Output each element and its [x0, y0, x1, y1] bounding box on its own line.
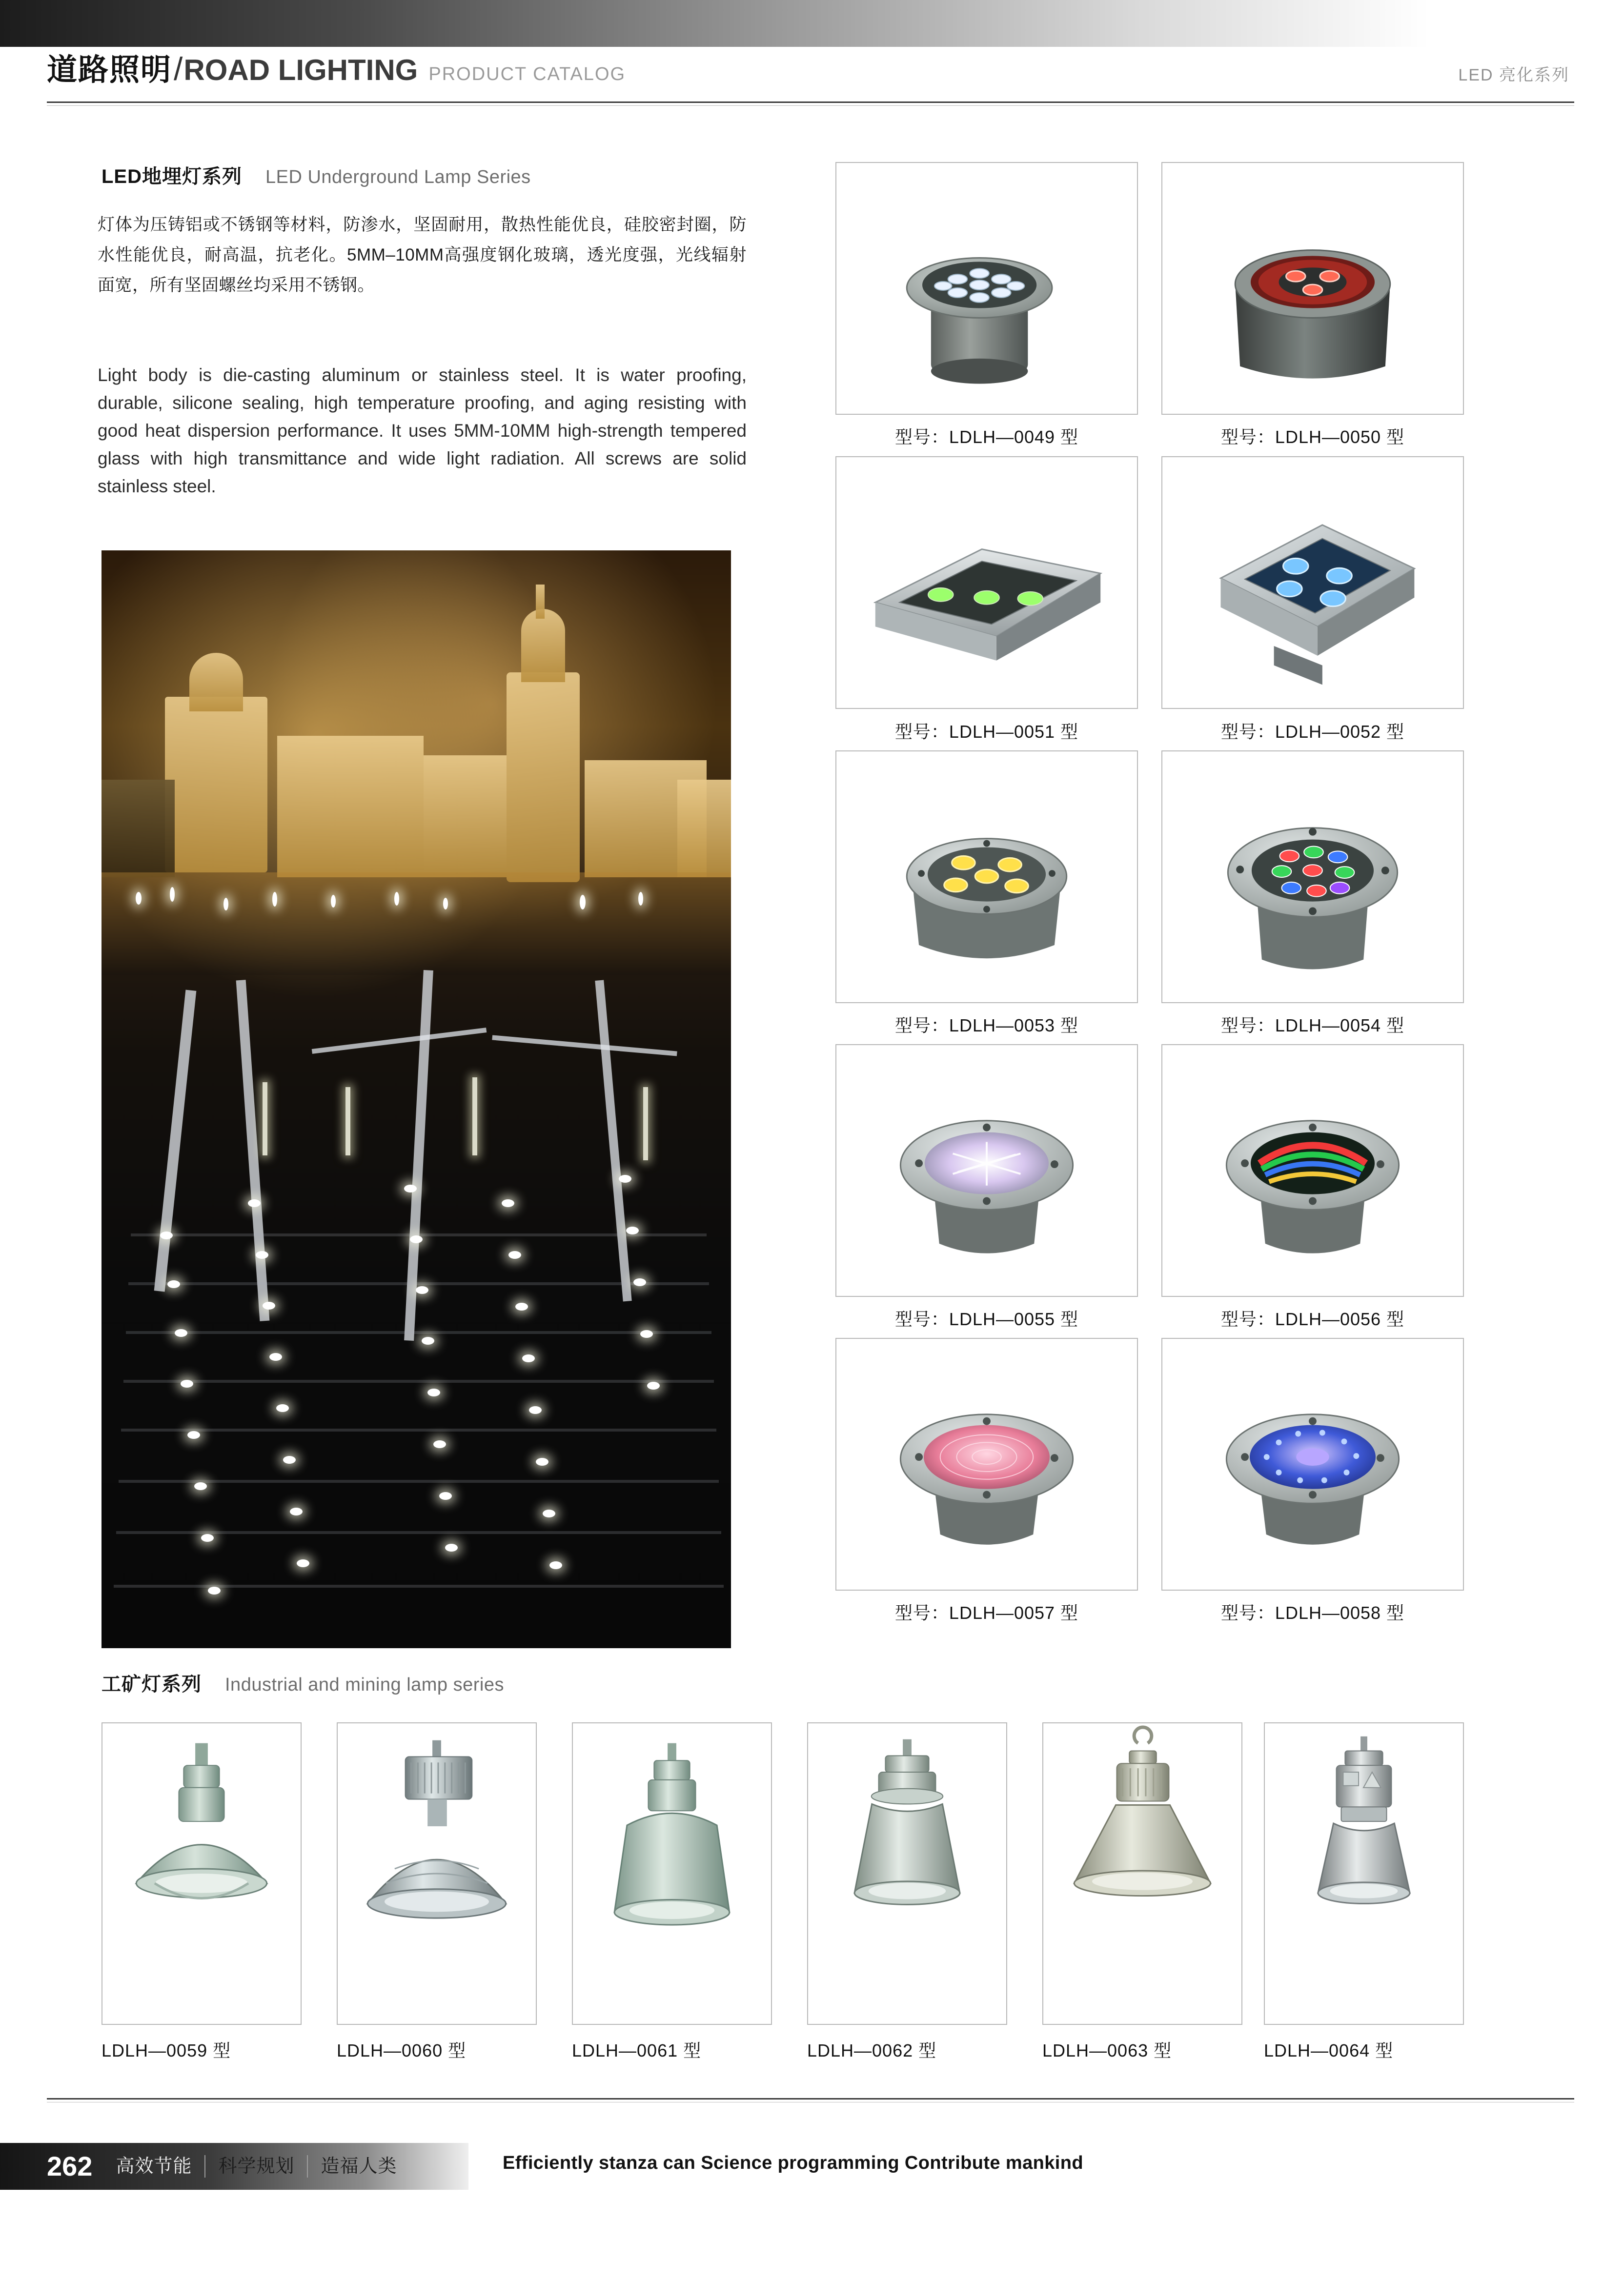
industrial-label-4: LDLH—0063 型 [1042, 2040, 1172, 2060]
product-label-6: 型号：LDLH—0055 型 [894, 1309, 1079, 1329]
industrial-image-5 [1264, 1722, 1464, 2025]
footer-slogan-1: 高效节能 [116, 2156, 192, 2177]
industrial-image-2 [572, 1722, 772, 2025]
industrial-label-2: LDLH—0061 型 [572, 2040, 702, 2060]
header-rule [47, 101, 1574, 103]
header-title-en: ROAD LIGHTING [183, 54, 418, 86]
product-drawing-LDLH-0058 [1162, 1339, 1463, 1590]
product-label-8: 型号：LDLH—0057 型 [894, 1603, 1079, 1623]
product-image-3 [1161, 456, 1464, 709]
header-right-label: LED 亮化系列 [1458, 66, 1569, 84]
header-gradient-bar [0, 0, 1624, 47]
industrial-label-0: LDLH—0059 型 [102, 2040, 231, 2060]
footer-rule [47, 2098, 1574, 2100]
product-label-7: 型号：LDLH—0056 型 [1220, 1309, 1405, 1329]
product-image-9 [1161, 1338, 1464, 1591]
header-subtitle-en: PRODUCT CATALOG [428, 64, 626, 84]
product-drawing-LDLH-0064 [1265, 1723, 1463, 2024]
product-image-2 [835, 456, 1138, 709]
product-label-1: 型号：LDLH—0050 型 [1220, 427, 1405, 447]
section2-title-cn: 工矿灯系列 [102, 1674, 202, 1695]
product-drawing-LDLH-0049 [836, 163, 1137, 414]
header-title-group [47, 53, 626, 85]
product-drawing-LDLH-0057 [836, 1339, 1137, 1590]
footer-slogan-3: 造福人类 [321, 2156, 397, 2177]
product-image-0 [835, 162, 1138, 415]
section2-title-en: Industrial and mining lamp series [225, 1675, 504, 1695]
industrial-label-1: LDLH—0060 型 [337, 2040, 467, 2060]
product-label-5: 型号：LDLH—0054 型 [1220, 1015, 1405, 1035]
page-number: 262 [47, 2151, 93, 2181]
product-drawing-LDLH-0059 [102, 1723, 301, 2024]
product-drawing-LDLH-0060 [338, 1723, 536, 2024]
product-label-3: 型号：LDLH—0052 型 [1220, 722, 1405, 742]
section-title-cn: LED地埋灯系列 [102, 166, 242, 187]
industrial-image-0 [102, 1722, 302, 2025]
section-title-en: LED Underground Lamp Series [265, 167, 531, 187]
product-label-2: 型号：LDLH—0051 型 [894, 722, 1079, 742]
industrial-image-4 [1042, 1722, 1242, 2025]
paragraph-en: Light body is die-casting aluminum or stainless steel. It is water proofing, durable, silicone sealing, high temperature proofing, and aging resisting with good heat dispersion performance. It uses 5MM-10MM high-strength tempered glass with high transmittance and wide light radiation. All screws are solid stainless steel. [98, 365, 747, 496]
paragraph-cn: 灯体为压铸铝或不锈钢等材料，防渗水，坚固耐用，散热性能优良，硅胶密封圈，防水性能优良，耐高温，抗老化。5MM–10MM高强度钢化玻璃，透光度强，光线辐射面宽，所有坚固螺丝均采用不锈钢。 [98, 215, 747, 295]
product-drawing-LDLH-0061 [573, 1723, 771, 2024]
product-drawing-LDLH-0051 [836, 457, 1137, 708]
industrial-label-3: LDLH—0062 型 [807, 2040, 937, 2060]
header-title-cn: 道路照明 [47, 53, 172, 87]
footer-slogan-en: Efficiently stanza can Science programming Contribute mankind [503, 2153, 1083, 2173]
product-drawing-LDLH-0062 [808, 1723, 1006, 2024]
product-image-1 [1161, 162, 1464, 415]
product-label-4: 型号：LDLH—0053 型 [894, 1015, 1079, 1035]
industrial-image-1 [337, 1722, 537, 2025]
industrial-label-5: LDLH—0064 型 [1264, 2040, 1394, 2060]
product-image-4 [835, 750, 1138, 1003]
footer-slogan-2: 科学规划 [218, 2156, 295, 2177]
section-title-industrial [102, 1669, 504, 1696]
product-drawing-LDLH-0063 [1043, 1723, 1241, 2024]
product-label-9: 型号：LDLH—0058 型 [1220, 1603, 1405, 1623]
product-drawing-LDLH-0053 [836, 751, 1137, 1002]
header-rule-thin [47, 105, 1574, 106]
footer-content [47, 2143, 409, 2190]
product-drawing-LDLH-0056 [1162, 1045, 1463, 1296]
product-drawing-LDLH-0055 [836, 1045, 1137, 1296]
product-image-7 [1161, 1044, 1464, 1297]
header-slash: / [174, 51, 183, 87]
product-image-8 [835, 1338, 1138, 1591]
product-drawing-LDLH-0052 [1162, 457, 1463, 708]
product-label-0: 型号：LDLH—0049 型 [894, 427, 1079, 447]
product-drawing-LDLH-0054 [1162, 751, 1463, 1002]
page-header [0, 0, 1624, 120]
product-image-6 [835, 1044, 1138, 1297]
product-drawing-LDLH-0050 [1162, 163, 1463, 414]
section-title-underground [102, 161, 531, 189]
night-street-stairs-photo [102, 550, 731, 1648]
product-image-5 [1161, 750, 1464, 1003]
industrial-image-3 [807, 1722, 1007, 2025]
